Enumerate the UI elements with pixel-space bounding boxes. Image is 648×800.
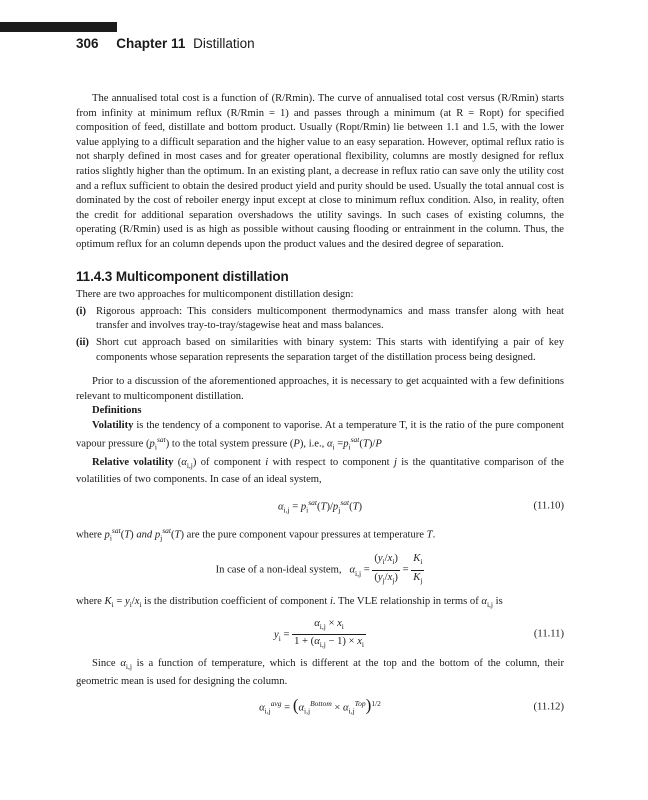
section-heading: 11.4.3 Multicomponent distillation [76,268,289,284]
volatility-definition: Volatility is the tendency of a component to vaporise. At a temperature T, it is the ratio of the pure component vapour pressure $(p_i^{sat})$ to the total system pressure (P), i.e., $\alpha_i =p_i^{sat}(T)/P$ [76,419,564,453]
list-item: (i) Rigorous approach: This considers multicomponent thermodynamics and mass transfer along with heat transfer and involves tray-to-tray/stagewise heat and mass balances. [76,305,564,332]
where-paragraph-2: where $K_i = y_i/x_i$ is the distribution coefficient of component i. The VLE relationship in terms of $\alpha_{i,j}$ is [76,595,503,609]
equation-number: (11.10) [533,500,564,512]
equation-11-12: $\alpha_{i,j}^{avg} = (\alpha_{i,j}^{Bottom} \times \alpha_{i,j}^{Top})^{1/2}$ (11.12) [259,695,564,716]
running-head [76,36,255,51]
paragraph-reflux: The annualised total cost is a function of (R/Rmin). The curve of annualised total cost versus (R/Rmin) starts from infinity at minimum reflux (R/Rmin = 1) and passes through a minimum (at R = Ropt) for specified composition of feed, distillate and bottom product. Usually (Ropt/Rmin) lie between 1.1 and 1.5, with the lower value applying to a difficult separation and the higher value to an easy separation. However, optimal reflux ratio is not sharply defined in most cases and for greater operational flexibility, columns are mostly designed for reflux ratios slightly higher than the optimum. In an existing plant, a decrease in reflux ratio can save only the utility cost and a reflux sufficient to obtain the desired product yield and purity should be used. Usually the total annual cost is dominated by the cost of reboiler energy input except at close to minimum reflux condition. Also, in reality, often the credit for additional separation overshadows the utility savings. In such cases of existing columns, the operating (R/Rmin) used is as high as possible without causing flooding or entrainment in the column. Thus, the optimum reflux for an column depends upon the product values and the desired degree of separation. [76,93,564,250]
chapter-label: Chapter 11 [116,36,186,51]
equation-nonideal: In case of a non-ideal system, $\alpha_{i,j}$ = $\frac{(y_i/x_i)}{(y_j/x_j)}$ = $\frac{K_i}{K_j}$ [215,553,423,586]
relative-volatility-definition: Relative volatility $(\alpha_{i,j})$ of component i with respect to component j is the quantitative comparison of the volatilities of two components. In case of an ideal system, [76,456,564,486]
page-number: 306 [76,36,99,51]
list-item: (ii) Short cut approach based on similarities with binary system: This starts with identifying a pair of key components whose separation represents the separation target of the distillation process being designed. [76,336,564,363]
where-paragraph: where $p_i^{sat}(T)$ and $p_j^{sat}(T)$ are the pure component vapour pressures at temperature T. [76,526,436,543]
prior-paragraph: Prior to a discussion of the aforementioned approaches, it is necessary to get acquainted with a few definitions relevant to multicomponent distillation. [76,376,564,402]
page-body [76,92,564,726]
since-paragraph: Since $\alpha_{i,j}$ is a function of temperature, which is different at the top and the bottom of the column, their geometric mean is used for designing the column. [76,657,564,687]
header-bar [0,22,117,32]
equation-number: (11.12) [533,702,564,714]
equation-11-10: $\alpha_{i,j} = p_i^{sat}(T)/p_j^{sat}(T)$ (11.10) [277,498,564,515]
equation-11-11: $y_i$ = $\frac{\alpha_{i,j} \times x_i}{1 + (\alpha_{i,j} - 1) \times x_i}$ (11.11) [274,617,564,650]
definitions-heading: Definitions [92,405,142,417]
chapter-title: Distillation [193,36,255,51]
equation-number: (11.11) [533,628,564,640]
intro-text: There are two approaches for multicomponent distillation design: [76,289,354,301]
